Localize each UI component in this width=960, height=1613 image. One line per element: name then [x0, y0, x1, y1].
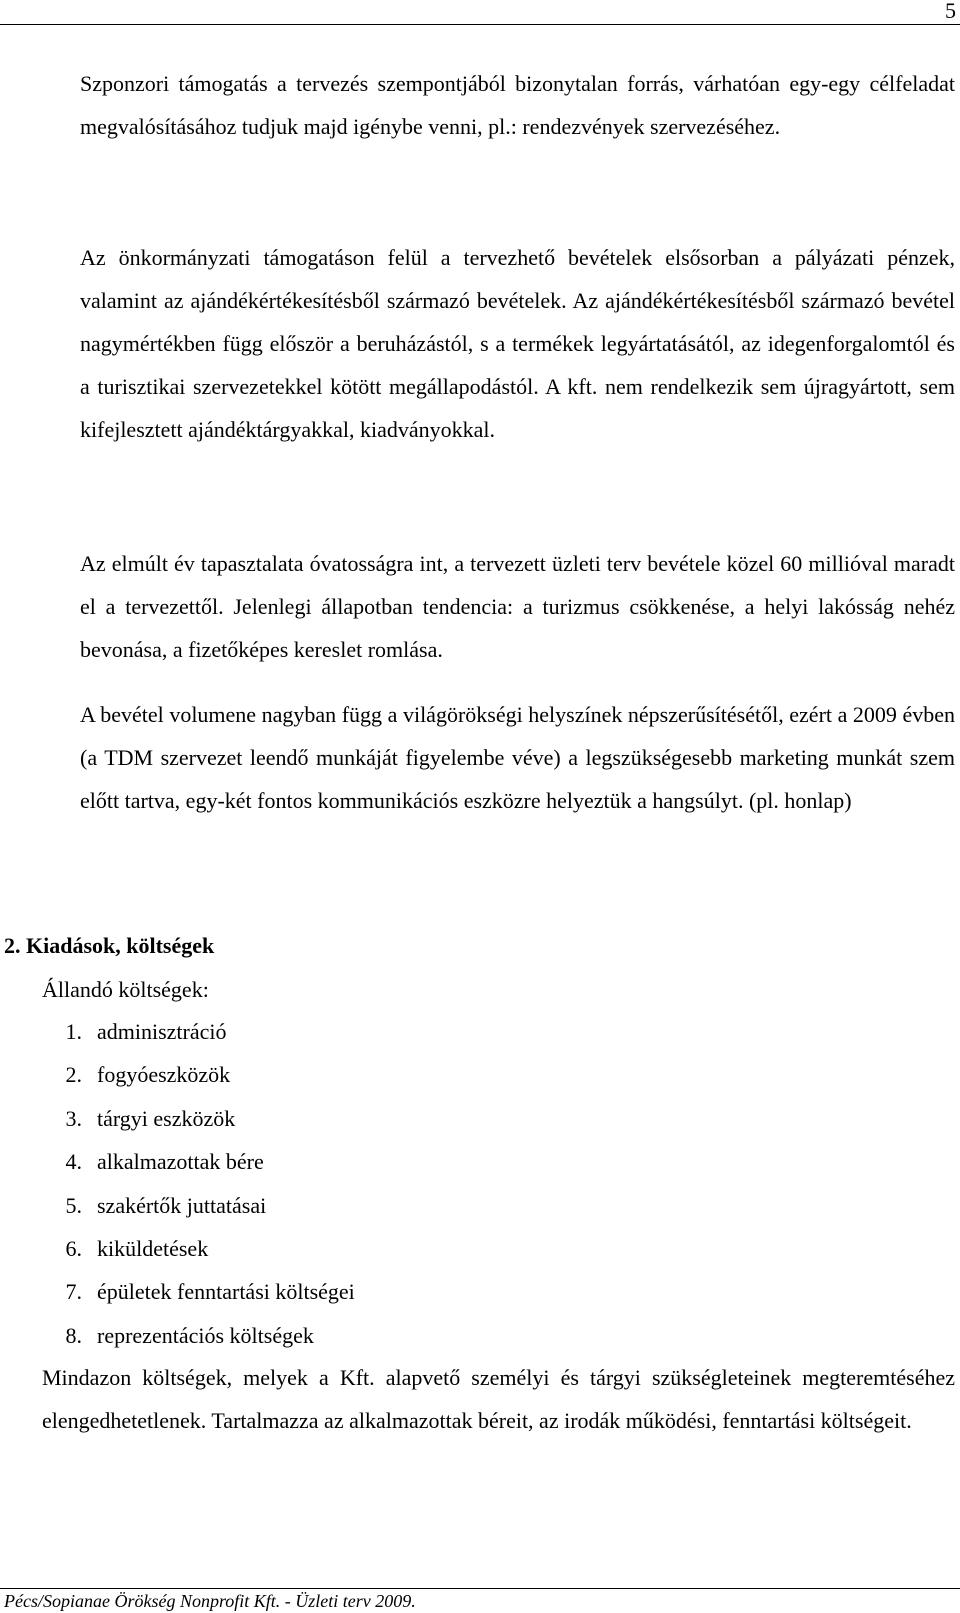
list-item: [42, 1277, 355, 1320]
list-item: [42, 1234, 355, 1277]
list-item: [42, 1104, 355, 1147]
list-item-label: fogyóeszközök: [97, 1062, 231, 1088]
header-rule: [0, 24, 960, 25]
section-heading: 2. Kiadások, költségek: [4, 933, 215, 958]
list-item-label: reprezentációs költségek: [97, 1322, 314, 1348]
list-item: [42, 1191, 355, 1234]
list-item-number: 5.: [65, 1192, 82, 1218]
list-item-number: 3.: [65, 1105, 82, 1131]
list-item-number: 1.: [65, 1019, 82, 1044]
paragraph-past-year-experience: Az elmúlt év tapasztalata óvatosságra int, a tervezett üzleti terv bevétele közel 60 millióval maradt el a tervezettől. Jelenlegi állapotban tendencia: a turizmus csökkenése, a helyi lakósság nehéz bevonása, a fizetőképes kereslet romlása.: [80, 551, 955, 662]
page-number: 5: [945, 0, 956, 23]
list-item-label: kiküldetések: [97, 1235, 209, 1261]
list-item-label: épületek fenntartási költségei: [97, 1279, 355, 1305]
list-item-number: 7.: [65, 1279, 82, 1305]
list-item: [42, 1017, 355, 1060]
list-item-number: 4.: [65, 1149, 82, 1175]
paragraph-revenue-volume: A bevétel volumene nagyban függ a világörökségi helyszínek népszerűsítésétől, ezért a 2009 évben (a TDM szervezet leendő munkáját figyelembe véve) a legszükségesebb marketing munkát szem előtt tartva, egy-két fontos kommunikációs eszközre helyeztük a hangsúlyt. (pl. honlap): [80, 702, 955, 813]
paragraph-fixed-costs-description: Mindazon költségek, melyek a Kft. alapvető személyi és tárgyi szükségleteinek megteremtéséhez elengedhetetlenek. Tartalmazza az alkalmazottak béreit, az irodák működési, fenntartási költségeit.: [42, 1365, 955, 1433]
footer-rule: [0, 1588, 960, 1589]
list-item-number: 2.: [65, 1062, 82, 1088]
list-item-number: 6.: [65, 1235, 82, 1261]
paragraph-plannable-revenue: Az önkormányzati támogatáson felül a tervezhető bevételek elsősorban a pályázati pénzek, valamint az ajándékértékesítésből származó bevételek. Az ajándékértékesítésből származó bevétel nagymértékben függ először a beruházástól, s a termékek legyártatásától, az idegenforgalomtól és a turisztikai szervezetekkel kötött megállapodástól. A kft. nem rendelkezik sem újragyártott, sem kifejlesztett ajándéktárgyakkal, kiadványokkal.: [80, 245, 955, 442]
list-item-number: 8.: [65, 1322, 82, 1348]
fixed-costs-subheading: Állandó költségek:: [42, 977, 209, 1002]
list-item: [42, 1147, 355, 1190]
paragraph-sponsorship: Szponzori támogatás a tervezés szempontjából bizonytalan forrás, várhatóan egy-egy célfeladat megvalósításához tudjuk majd igénybe venni, pl.: rendezvények szervezéséhez.: [80, 71, 955, 139]
list-item-label: szakértők juttatásai: [97, 1192, 267, 1218]
list-item-label: tárgyi eszközök: [97, 1105, 236, 1131]
list-item-label: alkalmazottak bére: [97, 1149, 264, 1175]
page-footer: Pécs/Sopianae Örökség Nonprofit Kft. - Üzleti terv 2009.: [4, 1591, 416, 1611]
list-item-label: adminisztráció: [97, 1019, 227, 1044]
list-item: [42, 1060, 355, 1103]
fixed-costs-list: [42, 1017, 355, 1364]
